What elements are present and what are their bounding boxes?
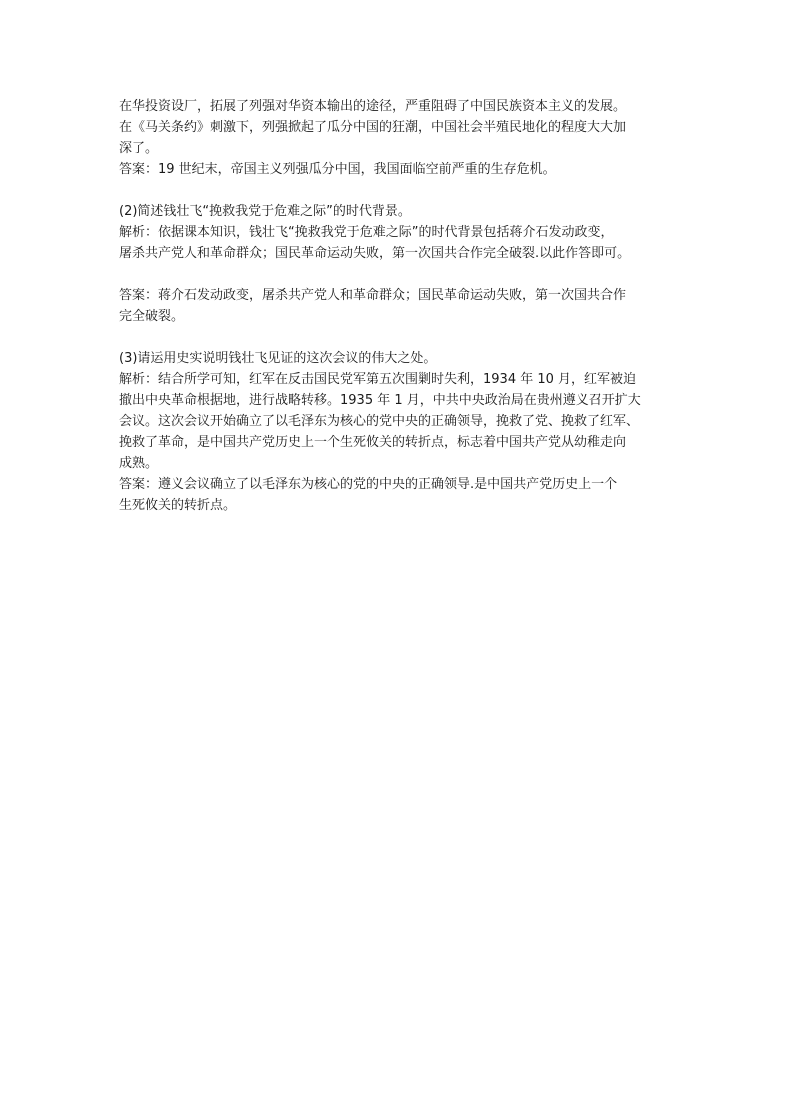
answer-line: 答案：蒋介石发动政变，屠杀共产党人和革命群众；国民革命运动失败，第一次国共合作 bbox=[119, 288, 627, 303]
analysis-line: 解析：结合所学可知，红军在反击国民党军第五次围剿时失利，1934 年 10 月，红军被迫 bbox=[119, 372, 637, 387]
text-line: 深了。 bbox=[119, 141, 159, 156]
answer-line: 完全破裂。 bbox=[119, 309, 185, 324]
analysis-line: 成熟。 bbox=[119, 456, 159, 471]
answer-line: 答案：19 世纪末，帝国主义列强瓜分中国，我国面临空前严重的生存危机。 bbox=[119, 162, 556, 177]
analysis-line: 会议。这次会议开始确立了以毛泽东为核心的党中央的正确领导，挽救了党、挽救了红军、 bbox=[119, 414, 640, 429]
text-line: 在华投资设厂，拓展了列强对华资本输出的途径，严重阻碍了中国民族资本主义的发展。 bbox=[119, 99, 627, 114]
analysis-line: 撤出中央革命根据地，进行战略转移。1935 年 1 月，中共中央政治局在贵州遵义召开扩大 bbox=[119, 393, 641, 408]
text-line: 在《马关条约》刺激下，列强掀起了瓜分中国的狂潮，中国社会半殖民地化的程度大大加 bbox=[119, 120, 627, 135]
question-heading: (2)简述钱壮飞“挽救我党于危难之际”的时代背景。 bbox=[119, 204, 411, 219]
answer-line: 生死攸关的转折点。 bbox=[119, 498, 237, 513]
analysis-line: 挽救了革命，是中国共产党历史上一个生死攸关的转折点，标志着中国共产党从幼稚走向 bbox=[119, 435, 627, 450]
analysis-line: 解析：依据课本知识，钱壮飞“挽救我党于危难之际”的时代背景包括蒋介石发动政变， bbox=[119, 225, 614, 240]
answer-line: 答案：遵义会议确立了以毛泽东为核心的党的中央的正确领导.是中国共产党历史上一个 bbox=[119, 477, 618, 492]
question-heading: (3)请运用史实说明钱壮飞见证的这次会议的伟大之处。 bbox=[119, 351, 437, 366]
analysis-line: 屠杀共产党人和革命群众；国民革命运动失败，第一次国共合作完全破裂.以此作答即可。 bbox=[119, 246, 631, 261]
